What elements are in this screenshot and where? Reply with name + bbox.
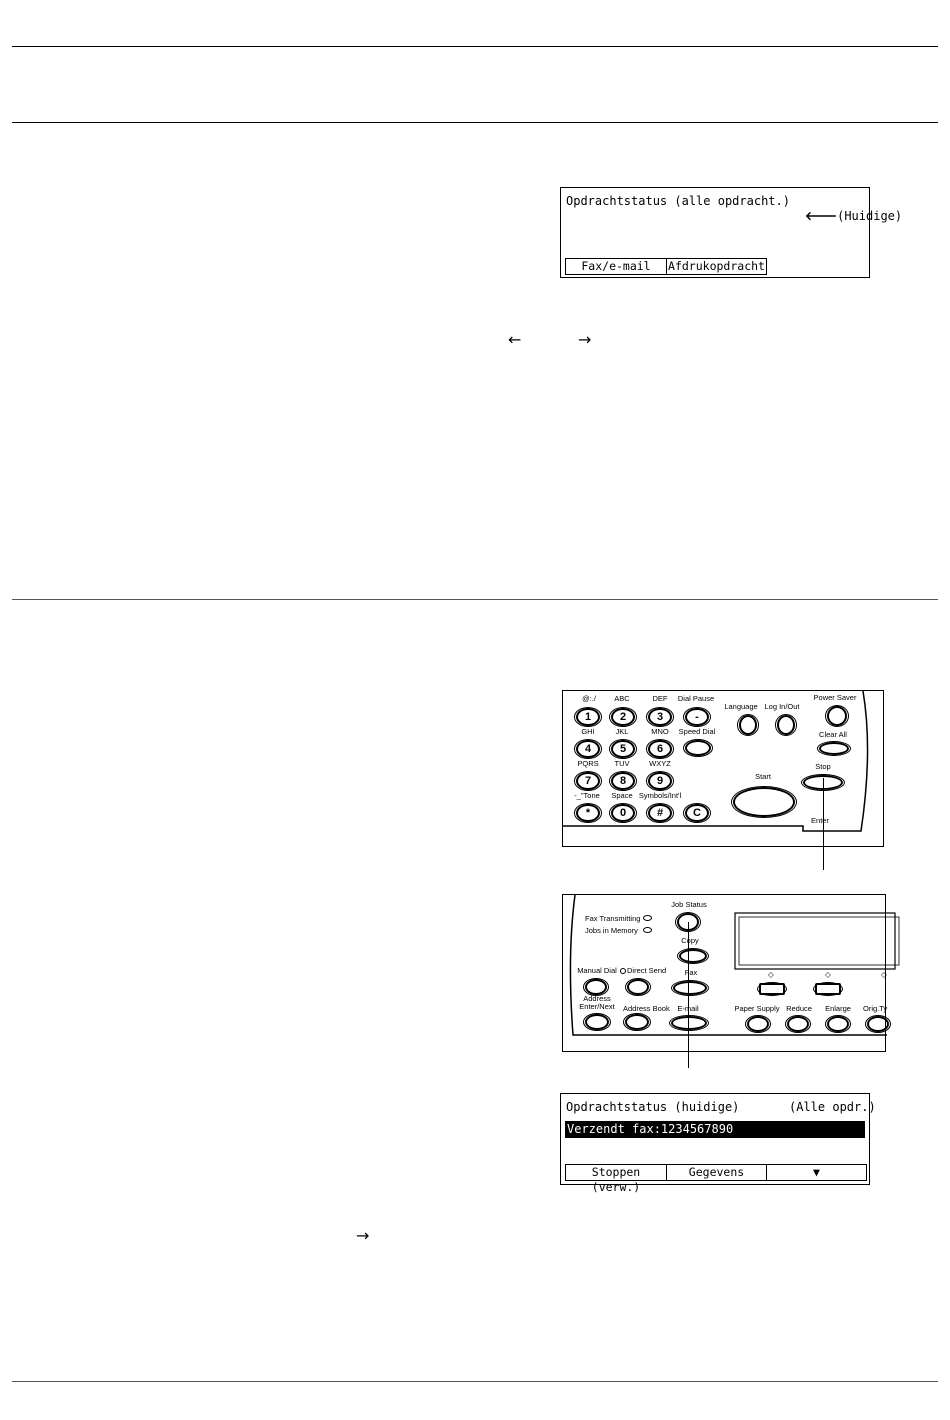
key-star[interactable]: *: [576, 804, 600, 822]
key-label-8: TUV: [614, 759, 630, 768]
arrow-right-glyph-2: →: [356, 1226, 370, 1245]
softkey-marker-1: ◇: [768, 970, 774, 979]
email-button[interactable]: [671, 1016, 707, 1030]
screen2-title: Opdrachtstatus (huidige): [566, 1100, 740, 1114]
key-label-dial-pause: Dial Pause: [677, 694, 715, 703]
power-saver-label: Power Saver: [813, 693, 857, 702]
keypad-panel: [562, 690, 884, 847]
key-9[interactable]: 9: [648, 772, 672, 790]
key-label-6: MNO: [651, 727, 669, 736]
key-7[interactable]: 7: [576, 772, 600, 790]
lcd-screen-all-jobs: [560, 187, 903, 278]
fax-button[interactable]: [673, 981, 707, 995]
section-divider: [12, 599, 938, 600]
key-clear-c[interactable]: C: [685, 804, 709, 822]
power-saver-button[interactable]: [827, 706, 847, 726]
direct-send-led: [620, 968, 626, 974]
key-label-symbols: Symbols/Int'l: [638, 791, 682, 800]
key-label-2: ABC: [614, 694, 630, 703]
job-status-panel: [562, 894, 886, 1052]
footer-rule: [12, 1381, 938, 1382]
key-8[interactable]: 8: [611, 772, 635, 790]
tab-print-jobs[interactable]: Afdrukopdracht: [668, 259, 765, 273]
direct-send-label: Direct Send: [627, 966, 667, 975]
job-status-label: Job Status: [671, 900, 707, 909]
key-2[interactable]: 2: [611, 708, 635, 726]
screen-title: Opdrachtstatus (alle opdracht.): [566, 194, 790, 208]
tab-details[interactable]: Gegevens: [667, 1165, 767, 1180]
softkey-marker-2: ◇: [825, 970, 831, 979]
key-6[interactable]: 6: [648, 740, 672, 758]
address-book-button[interactable]: [625, 1014, 649, 1030]
softkey-1[interactable]: [759, 983, 785, 995]
address-enter-next-button[interactable]: [585, 1014, 609, 1030]
key-label-4: GHI: [581, 727, 595, 736]
paper-supply-button[interactable]: [747, 1016, 769, 1032]
key-label-9: WXYZ: [649, 759, 671, 768]
header-rule-bottom: [12, 122, 938, 123]
softkey-marker-3: ◇: [881, 970, 887, 979]
scroll-down-icon[interactable]: ▼: [813, 1165, 820, 1179]
email-label: E-mail: [677, 1004, 699, 1013]
softkey-2[interactable]: [815, 983, 841, 995]
key-1[interactable]: 1: [576, 708, 600, 726]
tab-stop-delete[interactable]: Stoppen (verw.): [566, 1165, 667, 1180]
manual-dial-button[interactable]: [585, 979, 607, 995]
paper-supply-label: Paper Supply: [734, 1004, 780, 1013]
stop-button-callout: [823, 778, 824, 870]
job-line-selected[interactable]: Verzendt fax:1234567890: [565, 1121, 865, 1138]
orig-type-button[interactable]: [867, 1016, 889, 1032]
key-hash[interactable]: #: [648, 804, 672, 822]
arrow-right-glyph: →: [578, 330, 592, 349]
fax-transmitting-label: Fax Transmitting: [585, 914, 641, 923]
lcd-screen-current-jobs: [560, 1093, 876, 1194]
fax-transmitting-led: [643, 915, 652, 921]
clear-all-label: Clear All: [819, 730, 847, 739]
key-label-tone: -_"Tone: [574, 791, 600, 800]
copy-label: Copy: [681, 936, 699, 945]
enter-label: Enter: [811, 816, 829, 825]
current-jobs-button[interactable]: 🡐(Huidige): [804, 209, 903, 223]
start-label: Start: [755, 772, 771, 781]
reduce-button[interactable]: [787, 1016, 809, 1032]
key-label-3: DEF: [652, 694, 668, 703]
screen-tabs: [565, 258, 767, 275]
jobs-in-memory-label: Jobs in Memory: [585, 926, 638, 935]
key-3[interactable]: 3: [648, 708, 672, 726]
manual-dial-label: Manual Dial: [577, 966, 617, 975]
speed-dial-button[interactable]: [685, 740, 711, 756]
log-in-out-button[interactable]: [777, 715, 795, 735]
key-label-speed-dial: Speed Dial: [678, 727, 716, 736]
arrow-left-icon: 🡐: [804, 209, 838, 223]
arrow-left-glyph: ←: [508, 330, 522, 349]
key-label-space: Space: [611, 791, 633, 800]
orig-type-label: Orig.Ty: [863, 1004, 888, 1013]
all-jobs-button[interactable]: (Alle opdr.): [789, 1100, 876, 1114]
key-label-1: @:./: [582, 694, 596, 703]
address-enter-next-label: Address Enter/Next: [579, 994, 615, 1011]
header-rule-top: [12, 46, 938, 47]
reduce-label: Reduce: [786, 1004, 812, 1013]
key-0[interactable]: 0: [611, 804, 635, 822]
key-4[interactable]: 4: [576, 740, 600, 758]
key-label-7: PQRS: [577, 759, 599, 768]
stop-label: Stop: [815, 762, 831, 771]
direct-send-button[interactable]: [627, 979, 649, 995]
log-in-out-label: Log In/Out: [764, 702, 800, 711]
fax-label: Fax: [684, 968, 698, 977]
enlarge-label: Enlarge: [825, 1004, 851, 1013]
language-label: Language: [724, 702, 758, 711]
screen2-tabs: [565, 1164, 867, 1194]
language-button[interactable]: [739, 715, 757, 735]
copy-button[interactable]: [679, 949, 707, 963]
tab-fax-email[interactable]: Fax/e-mail: [566, 259, 667, 274]
key-5[interactable]: 5: [611, 740, 635, 758]
start-button[interactable]: [733, 787, 795, 817]
key-label-5: JKL: [615, 727, 629, 736]
jobs-in-memory-led: [643, 927, 652, 933]
enlarge-button[interactable]: [827, 1016, 849, 1032]
key-dial-pause[interactable]: -: [685, 708, 709, 726]
job-status-callout: [688, 922, 689, 1068]
clear-all-button[interactable]: [819, 742, 849, 755]
address-book-label: Address Book: [623, 1004, 670, 1013]
